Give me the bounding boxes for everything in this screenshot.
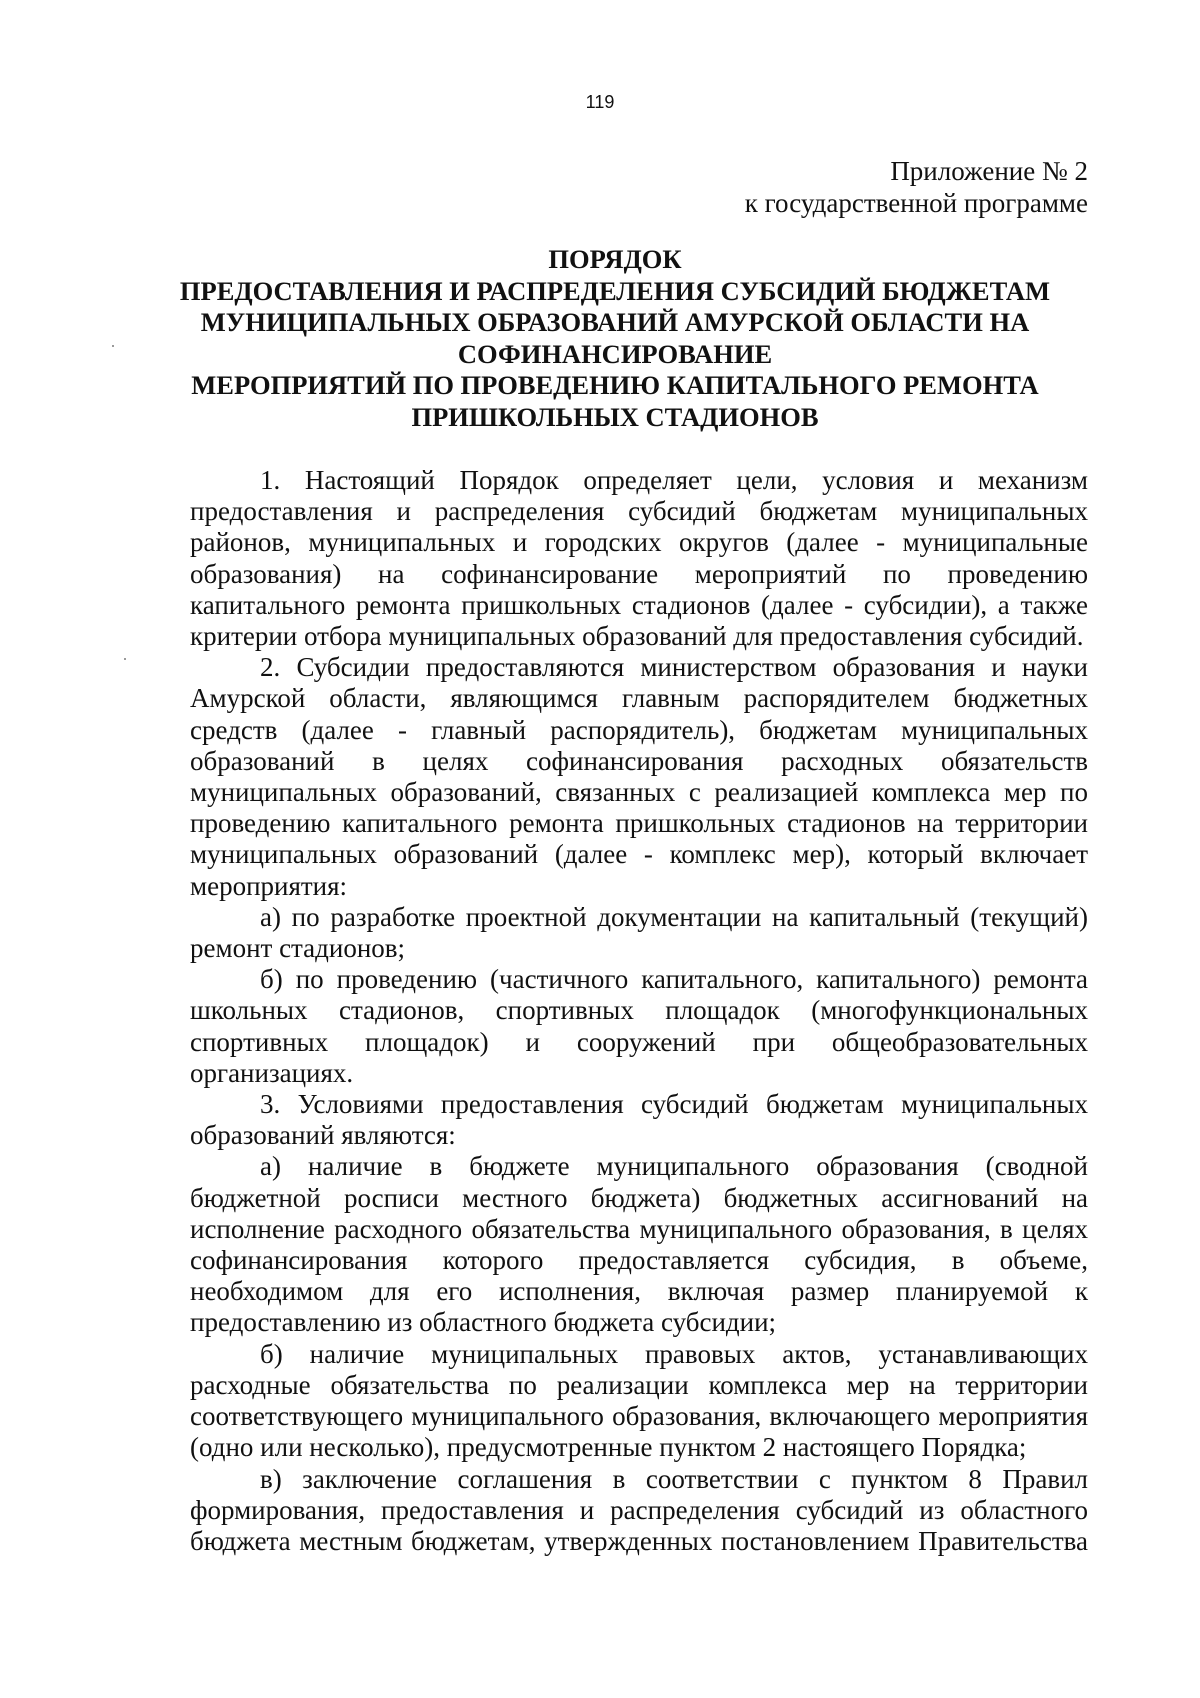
paragraph-3-a: а) наличие в бюджете муниципального образования (сводной бюджетной росписи местного бюджета) бюджетных ассигнований на исполнение расходного обязательства муниципального образования, в целях софинансирования которого предоставляется субсидия, в объеме, необходимом для его исполнения, включая размер планируемой к предоставлению из областного бюджета субсидии; (190, 1151, 1088, 1338)
page-number: 119 (585, 92, 615, 112)
scan-artifact (112, 345, 114, 347)
document-body (190, 465, 1088, 1557)
document-title (150, 244, 1080, 433)
title-line-3: МУНИЦИПАЛЬНЫХ ОБРАЗОВАНИЙ АМУРСКОЙ ОБЛАСТИ НА (200, 307, 1030, 337)
paragraph-2-b: б) по проведению (частичного капитального, капитального) ремонта школьных стадионов, спортивных площадок (многофункциональных спортивных площадок) и сооружений при общеобразовательных организациях. (190, 964, 1088, 1088)
title-line-6: ПРИШКОЛЬНЫХ СТАДИОНОВ (411, 401, 819, 432)
appendix-line-2: к государственной программе (744, 188, 1088, 218)
paragraph-3: 3. Условиями предоставления субсидий бюджетам муниципальных образований являются: (190, 1089, 1088, 1151)
appendix-line-1: Приложение № 2 (890, 156, 1088, 186)
paragraph-1: 1. Настоящий Порядок определяет цели, условия и механизм предоставления и распределения субсидий бюджетам муниципальных районов, муниципальных и городских округов (далее - муниципальные образования) на софинансирование мероприятий по проведению капитального ремонта пришкольных стадионов (далее - субсидии), а также критерии отбора муниципальных образований для предоставления субсидий. (190, 465, 1088, 652)
paragraph-2: 2. Субсидии предоставляются министерством образования и науки Амурской области, являющимся главным распорядителем бюджетных средств (далее - главный распорядитель), бюджетам муниципальных образований в целях софинансирования расходных обязательств муниципальных образований, связанных с реализацией комплекса мер по проведению капитального ремонта пришкольных стадионов на территории муниципальных образований (далее - комплекс мер), который включает мероприятия: (190, 652, 1088, 901)
scan-artifact (124, 658, 126, 660)
title-line-4: СОФИНАНСИРОВАНИЕ (457, 338, 773, 369)
title-line-2: ПРЕДОСТАВЛЕНИЯ И РАСПРЕДЕЛЕНИЯ СУБСИДИЙ БЮДЖЕТАМ (179, 275, 1051, 306)
title-line-5: МЕРОПРИЯТИЙ ПО ПРОВЕДЕНИЮ КАПИТАЛЬНОГО РЕМОНТА (191, 370, 1039, 400)
paragraph-3-b: б) наличие муниципальных правовых актов, устанавливающих расходные обязательства по реализации комплекса мер на территории соответствующего муниципального образования, включающего мероприятия (одно или несколько), предусмотренные пунктом 2 настоящего Порядка; (190, 1338, 1088, 1463)
title-line-1: ПОРЯДОК (548, 244, 682, 274)
paragraph-3-c: в) заключение соглашения в соответствии с пунктом 8 Правил формирования, предоставления и распределения субсидий из областного бюджета местным бюджетам, утвержденных постановлением Правительства (190, 1463, 1088, 1556)
appendix-header (745, 155, 1088, 219)
paragraph-2-a: а) по разработке проектной документации на капитальный (текущий) ремонт стадионов; (190, 901, 1088, 964)
